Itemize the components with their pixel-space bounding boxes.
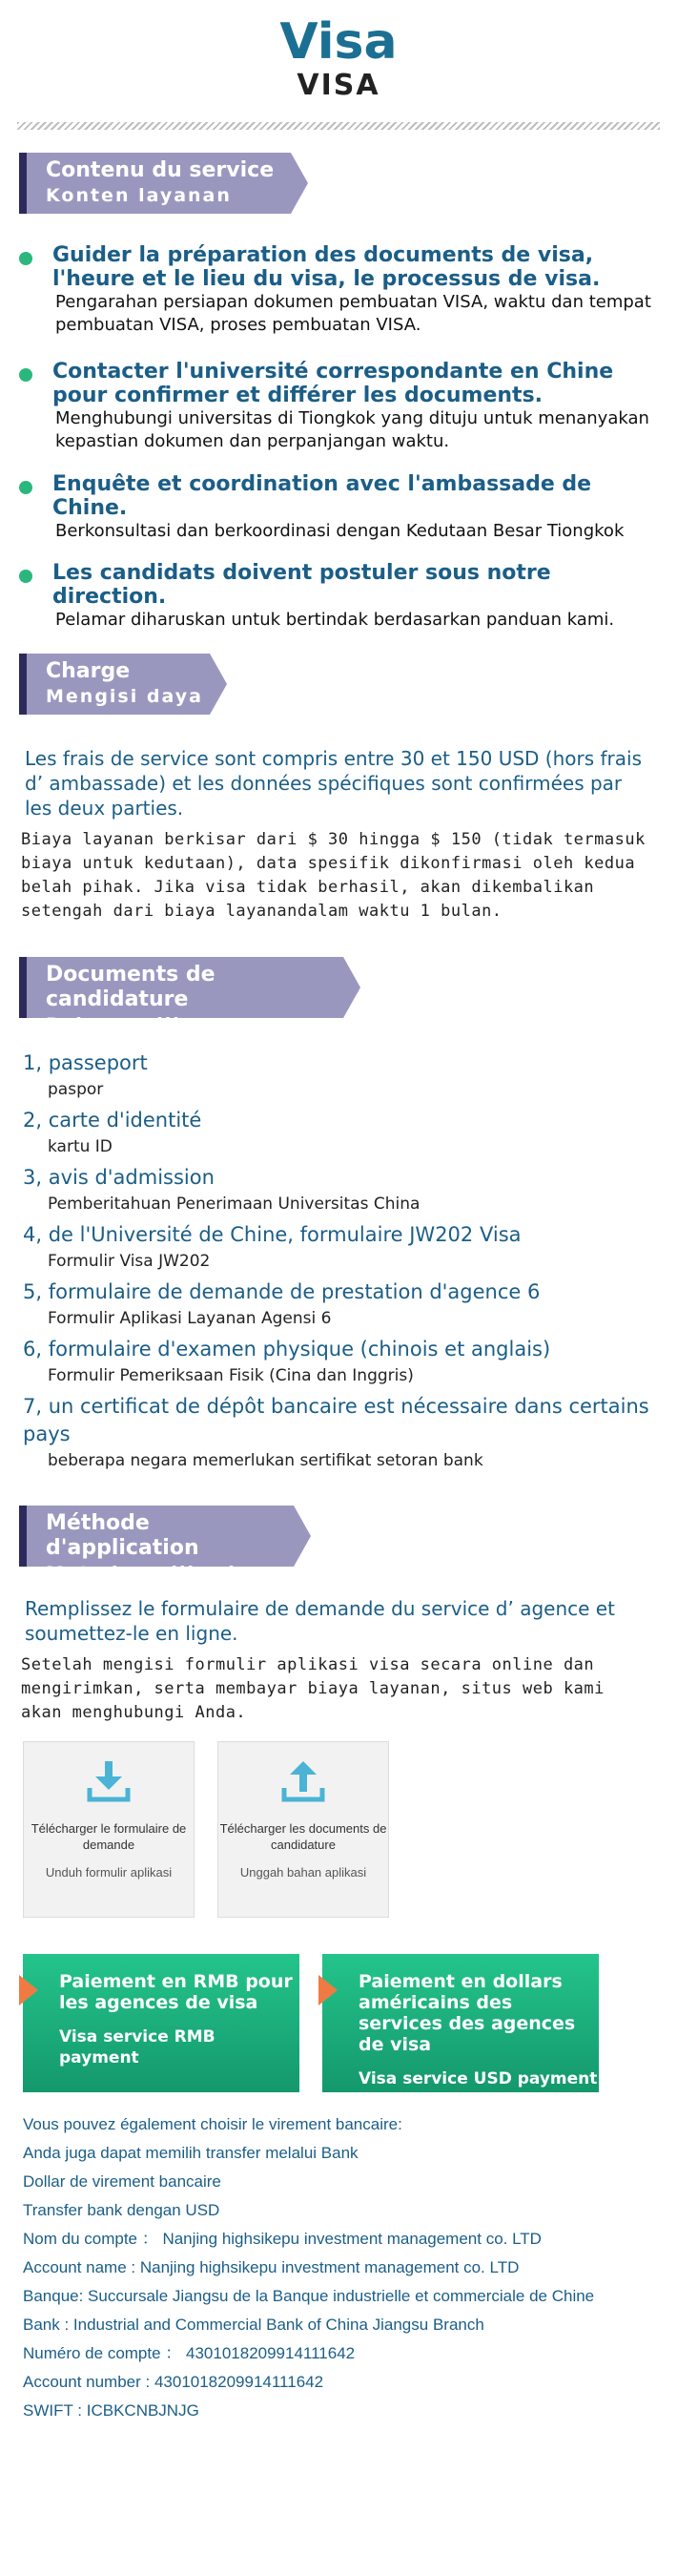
section-title-fr: Charge bbox=[46, 659, 131, 683]
document-item-fr: 2, carte d'identité bbox=[23, 1109, 202, 1132]
document-item-id: paspor bbox=[48, 1080, 104, 1099]
section-title-id: Bahan aplikas bbox=[46, 1014, 215, 1035]
section-banner-documents bbox=[19, 957, 343, 1035]
bank-line: Account number : 4301018209914111642 bbox=[23, 2373, 324, 2391]
bullet-dot-icon bbox=[19, 252, 32, 265]
section-title-fr: Documents de candidature bbox=[46, 963, 215, 1011]
download-icon bbox=[86, 1759, 132, 1803]
bank-line: Anda juga dapat memilih transfer melalui Bank bbox=[23, 2144, 359, 2162]
service-item-id: Menghubungi universitas di Tiongkok yang dituju untuk menanyakan kepastian dokumen dan perpanjangan waktu. bbox=[55, 408, 649, 451]
bullet-dot-icon bbox=[19, 481, 32, 494]
download-form-card[interactable] bbox=[23, 1741, 195, 1918]
bank-line: Transfer bank dengan USD bbox=[23, 2201, 220, 2219]
service-item-fr: Les candidats doivent postuler sous notre direction. bbox=[52, 561, 551, 609]
bank-transfer-info bbox=[23, 2110, 652, 2425]
service-item-fr: Guider la préparation des documents de visa, l'heure et le lieu du visa, le processus de visa. bbox=[52, 243, 601, 291]
service-item-id: Berkonsultasi dan berkoordinasi dengan Kedutaan Besar Tiongkok bbox=[55, 521, 625, 541]
service-item bbox=[19, 243, 667, 337]
upload-icon bbox=[280, 1759, 326, 1803]
document-item-fr: 7, un certificat de dépôt bancaire est nécessaire dans certains pays bbox=[23, 1395, 649, 1445]
usd-payment-button[interactable] bbox=[322, 1954, 599, 2092]
document-item bbox=[23, 1278, 652, 1331]
document-item-id: Pemberitahuan Penerimaan Universitas China bbox=[48, 1195, 421, 1214]
bank-line: Nom du compte ： Nanjing highsikepu investment management co. LTD bbox=[23, 2230, 542, 2248]
bank-line: Numéro de compte ： 4301018209914111642 bbox=[23, 2344, 356, 2362]
service-item bbox=[19, 561, 667, 632]
section-title-id: Metode aplikasi bbox=[46, 1563, 236, 1584]
section-title-id: Mengisi daya bbox=[46, 686, 203, 707]
arrow-icon bbox=[19, 1975, 38, 2005]
service-item-fr: Contacter l'université correspondante en Chine pour confirmer et différer les documents. bbox=[52, 360, 614, 407]
bank-line: SWIFT : ICBKCNBJNJG bbox=[23, 2401, 199, 2420]
document-item-fr: 1, passeport bbox=[23, 1051, 148, 1074]
card-label-fr: Télécharger le formulaire de demande bbox=[31, 1821, 187, 1852]
service-item-id: Pelamar diharuskan untuk bertindak berdasarkan panduan kami. bbox=[55, 610, 615, 630]
charge-text-id: Biaya layanan berkisar dari $ 30 hingga $ 150 (tidak termasuk biaya untuk kedutaan), data spesifik dikonfirmasi oleh kedua belah pihak. Jika visa tidak berhasil, akan dikembalikan setengah dari biaya layanandalam waktu 1 bulan. bbox=[21, 830, 646, 921]
card-label-id: Unduh formulir aplikasi bbox=[45, 1865, 173, 1880]
section-banner-charge bbox=[19, 654, 210, 715]
payment-label-fr: Paiement en RMB pour les agences de visa bbox=[59, 1971, 293, 2013]
service-item-fr: Enquête et coordination avec l'ambassade de Chine. bbox=[52, 472, 592, 520]
bank-line: Banque: Succursale Jiangsu de la Banque industrielle et commerciale de Chine bbox=[23, 2287, 595, 2305]
bullet-dot-icon bbox=[19, 570, 32, 583]
document-item-id: beberapa negara memerlukan sertifikat setoran bank bbox=[48, 1451, 483, 1470]
page-header bbox=[0, 0, 677, 101]
charge-text-fr: Les frais de service sont compris entre 30 et 150 USD (hors frais d’ ambassade) et les données spécifiques sont confirmées par les deux parties. bbox=[25, 747, 642, 820]
rmb-payment-button[interactable] bbox=[23, 1954, 299, 2092]
method-text-id: Setelah mengisi formulir aplikasi visa secara online dan mengirimkan, serta membayar biaya layanan, situs web kami akan menghubungi Anda. bbox=[21, 1655, 605, 1722]
card-label-id: Unggah bahan aplikasi bbox=[239, 1865, 367, 1880]
document-item bbox=[23, 1336, 652, 1388]
document-item-fr: 3, avis d'admission bbox=[23, 1166, 215, 1189]
payment-label-en: Visa service USD payment bbox=[359, 2069, 598, 2088]
bank-line: Vous pouvez également choisir le virement bancaire: bbox=[23, 2115, 402, 2133]
upload-documents-card[interactable] bbox=[217, 1741, 389, 1918]
payment-label-en: Visa service RMB payment bbox=[59, 2027, 215, 2067]
document-item-fr: 6, formulaire d'examen physique (chinois et anglais) bbox=[23, 1338, 551, 1361]
section-banner-method bbox=[19, 1506, 294, 1584]
section-title-id: Konten layanan bbox=[46, 185, 232, 206]
document-item bbox=[23, 1107, 652, 1159]
hatched-divider bbox=[17, 122, 660, 130]
page-title: Visa bbox=[279, 13, 398, 71]
bank-line: Bank : Industrial and Commercial Bank of China Jiangsu Branch bbox=[23, 2316, 484, 2334]
document-item-fr: 5, formulaire de demande de prestation d'agence 6 bbox=[23, 1280, 541, 1303]
document-item-id: Formulir Visa JW202 bbox=[48, 1252, 211, 1271]
bank-line: Account name : Nanjing highsikepu investment management co. LTD bbox=[23, 2258, 520, 2276]
page-subtitle: VISA bbox=[297, 69, 380, 102]
document-item bbox=[23, 1049, 652, 1102]
card-label-fr: Télécharger les documents de candidature bbox=[219, 1821, 387, 1852]
bullet-dot-icon bbox=[19, 368, 32, 382]
service-item bbox=[19, 472, 667, 543]
document-item bbox=[23, 1393, 652, 1473]
method-text-fr: Remplissez le formulaire de demande du service d’ agence et soumettez-le en ligne. bbox=[25, 1597, 615, 1645]
document-item bbox=[23, 1164, 652, 1216]
section-title-fr: Méthode d'application bbox=[46, 1511, 199, 1560]
section-title-fr: Contenu du service bbox=[46, 158, 275, 182]
document-item-id: kartu ID bbox=[48, 1137, 113, 1156]
document-item-id: Formulir Pemeriksaan Fisik (Cina dan Inggris) bbox=[48, 1366, 414, 1385]
document-item-fr: 4, de l'Université de Chine, formulaire JW202 Visa bbox=[23, 1223, 522, 1246]
arrow-icon bbox=[318, 1975, 338, 2005]
section-banner-service bbox=[19, 153, 291, 214]
service-item bbox=[19, 360, 667, 453]
payment-label-fr: Paiement en dollars américains des services des agences de visa bbox=[359, 1971, 576, 2055]
document-item-id: Formulir Aplikasi Layanan Agensi 6 bbox=[48, 1309, 332, 1328]
bank-line: Dollar de virement bancaire bbox=[23, 2172, 221, 2191]
document-item bbox=[23, 1221, 652, 1274]
service-item-id: Pengarahan persiapan dokumen pembuatan VISA, waktu dan tempat pembuatan VISA, proses pembuatan VISA. bbox=[55, 292, 651, 335]
